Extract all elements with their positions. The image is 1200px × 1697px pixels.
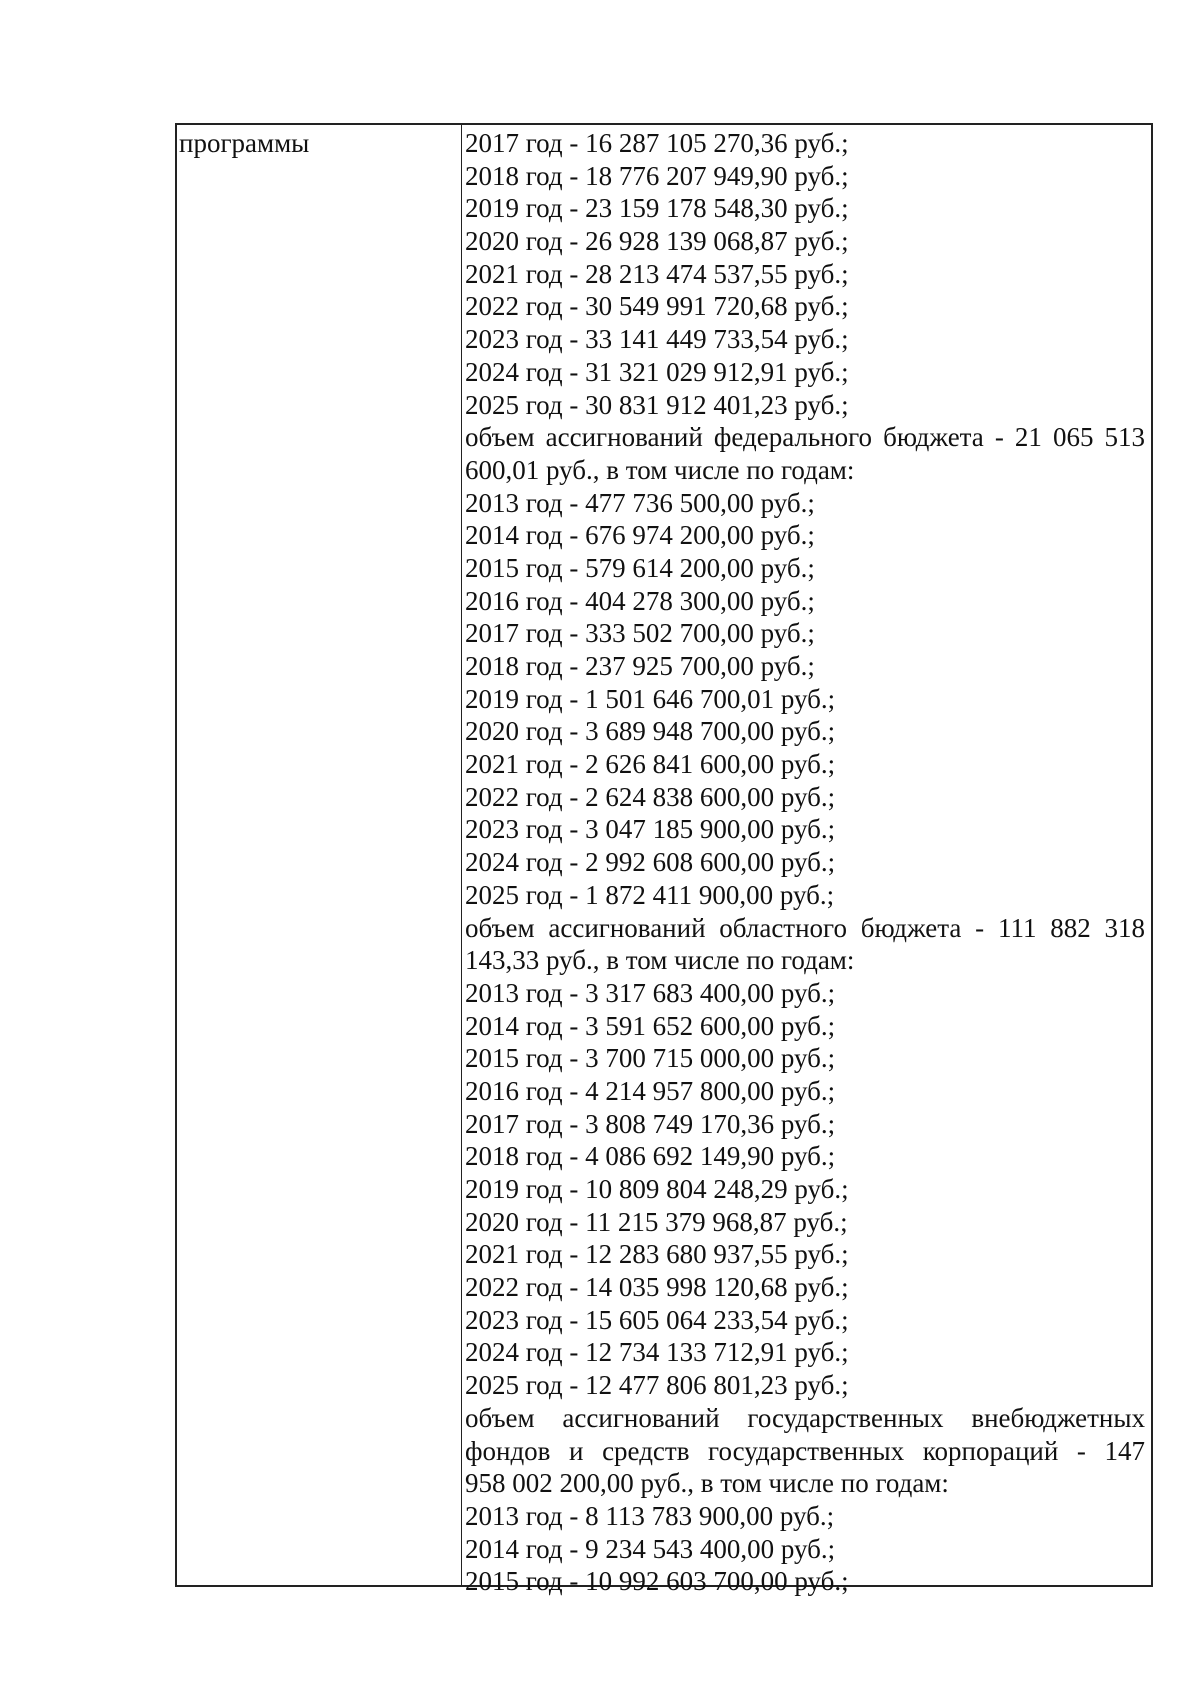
- funding-line: 2020 год - 26 928 139 068,87 руб.;: [465, 226, 849, 257]
- funding-line: 2024 год - 12 734 133 712,91 руб.;: [465, 1337, 849, 1368]
- funding-line: объем ассигнований областного бюджета - 111 882 318: [465, 912, 1145, 943]
- funding-line: 2013 год - 3 317 683 400,00 руб.;: [465, 977, 836, 1008]
- funding-line: 2019 год - 1 501 646 700,01 руб.;: [465, 683, 836, 714]
- funding-line: 2023 год - 33 141 449 733,54 руб.;: [465, 324, 849, 355]
- funding-line: 2024 год - 2 992 608 600,00 руб.;: [465, 847, 836, 878]
- funding-line: 958 002 200,00 руб., в том числе по годам:: [465, 1468, 949, 1499]
- funding-line: 2021 год - 28 213 474 537,55 руб.;: [465, 258, 849, 289]
- funding-line: 2025 год - 12 477 806 801,23 руб.;: [465, 1370, 849, 1401]
- funding-line: 600,01 руб., в том числе по годам:: [465, 454, 855, 485]
- funding-line: 2013 год - 8 113 783 900,00 руб.;: [465, 1500, 835, 1531]
- funding-line: 2018 год - 18 776 207 949,90 руб.;: [465, 160, 849, 191]
- column-divider: [461, 125, 462, 1585]
- funding-line: 2016 год - 4 214 957 800,00 руб.;: [465, 1075, 836, 1106]
- funding-line: 2017 год - 3 808 749 170,36 руб.;: [465, 1108, 836, 1139]
- funding-line: 2018 год - 237 925 700,00 руб.;: [465, 651, 815, 681]
- funding-line: 2015 год - 579 614 200,00 руб.;: [465, 552, 815, 583]
- funding-line: 2021 год - 12 283 680 937,55 руб.;: [465, 1239, 849, 1270]
- funding-details-cell: [465, 127, 1145, 1598]
- funding-line: 2014 год - 9 234 543 400,00 руб.;: [465, 1533, 836, 1564]
- funding-line: фондов и средств государственных корпораций - 147: [465, 1435, 1145, 1466]
- funding-line: 2018 год - 4 086 692 149,90 руб.;: [465, 1141, 836, 1172]
- funding-line: 2020 год - 11 215 379 968,87 руб.;: [465, 1206, 848, 1237]
- funding-line: 2022 год - 30 549 991 720,68 руб.;: [465, 291, 849, 322]
- funding-line: 2017 год - 16 287 105 270,36 руб.;: [465, 128, 849, 158]
- funding-line: 2023 год - 15 605 064 233,54 руб.;: [465, 1304, 849, 1335]
- funding-line: объем ассигнований государственных внебюджетных: [465, 1402, 1145, 1433]
- funding-line: 2020 год - 3 689 948 700,00 руб.;: [465, 716, 836, 747]
- funding-line: 2014 год - 3 591 652 600,00 руб.;: [465, 1010, 836, 1041]
- funding-line: 2022 год - 14 035 998 120,68 руб.;: [465, 1272, 849, 1303]
- funding-line: 2015 год - 10 992 603 700,00 руб.;: [465, 1566, 849, 1597]
- funding-line: 2017 год - 333 502 700,00 руб.;: [465, 618, 815, 649]
- funding-line: 2013 год - 477 736 500,00 руб.;: [465, 487, 815, 518]
- funding-line: 2025 год - 30 831 912 401,23 руб.;: [465, 389, 849, 420]
- funding-line: 2023 год - 3 047 185 900,00 руб.;: [465, 814, 836, 845]
- funding-line: 2025 год - 1 872 411 900,00 руб.;: [465, 879, 835, 910]
- funding-line: 2014 год - 676 974 200,00 руб.;: [465, 520, 815, 551]
- funding-line: объем ассигнований федерального бюджета - 21 065 513: [465, 422, 1145, 453]
- funding-line: 2015 год - 3 700 715 000,00 руб.;: [465, 1043, 836, 1074]
- funding-line: 143,33 руб., в том числе по годам:: [465, 945, 855, 976]
- funding-line: 2022 год - 2 624 838 600,00 руб.;: [465, 781, 836, 812]
- row-label-cell: программы: [179, 128, 310, 158]
- funding-line: 2019 год - 23 159 178 548,30 руб.;: [465, 193, 849, 224]
- funding-line: 2021 год - 2 626 841 600,00 руб.;: [465, 749, 836, 780]
- funding-table: [175, 123, 1153, 1597]
- funding-line: 2024 год - 31 321 029 912,91 руб.;: [465, 356, 849, 387]
- funding-line: 2016 год - 404 278 300,00 руб.;: [465, 585, 815, 616]
- funding-line: 2019 год - 10 809 804 248,29 руб.;: [465, 1174, 849, 1204]
